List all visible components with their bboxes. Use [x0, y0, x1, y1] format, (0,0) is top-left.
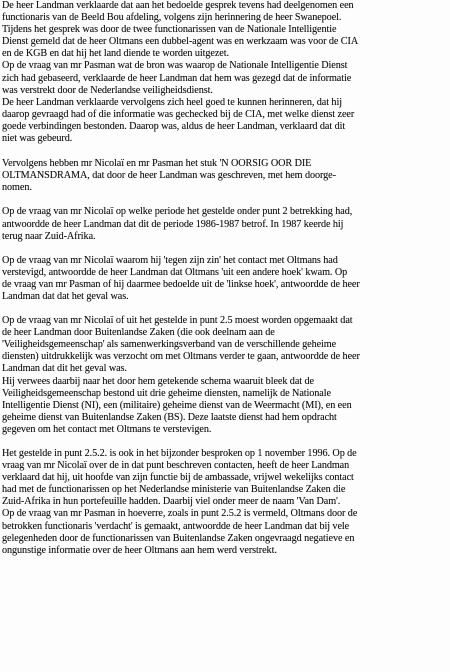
paragraph-spacer	[2, 436, 450, 448]
paragraph-spacer	[2, 243, 450, 255]
document-body	[2, 0, 450, 557]
paragraph-tegen-zijn-zin: Op de vraag van mr Nicolaï waarom hij 'tegen zijn zin' het contact met Oltmans had verstevigd, antwoordde de heer Landman dat Oltmans 'uit een andere hoek' kwam. Op de vraag van mr Pasman of hij daarmee bedoelde uit de 'linkse hoek', antwoordde de heer Landman dat dat het geval was.	[2, 254, 360, 302]
paragraph-periode: Op de vraag van mr Nicolaï op welke periode het gestelde onder punt 2 betrekking had, antwoordde de heer Landman dat dit de periode 1986-1987 betrof. In 1987 keerde hij terug naar Zuid-Afrika.	[2, 206, 353, 242]
paragraph-spacer	[2, 194, 450, 206]
paragraph-punt-2-5-2: Het gestelde in punt 2.5.2. is ook in het bijzonder besproken op 1 november 1996. Op de vraag van mr Nicolaï over de in dat punt beschreven contacten, heeft de heer Landman verklaard dat hij, uit hoofde van zijn functie bij de ambassade, vrijwel wekelijks contact had met de functionarissen op het Nederlandse ministerie van Buitenlandse Zaken die Zuid-Afrika in hun portefeuille hadden. Daarbij viel onder meer de naam 'Van Dam'. Op de vraag van mr Pasman in hoeverre, zoals in punt 2.5.2 is vermeld, Oltmans door de betrokken functionaris 'verdacht' is gemaakt, antwoordde de heer Landman dat bij vele gelegenheden door de functionarissen van Buitenlandse Zaken ongevraagd negatieve en ongunstige informatie over de heer Oltmans aan hem werd verstrekt.	[2, 448, 358, 556]
paragraph-spacer	[2, 145, 450, 158]
paragraph-landman-swanepoel: De heer Landman verklaarde dat aan het bedoelde gesprek tevens had deelgenomen een functionaris van de Beeld Bou afdeling, volgens zijn herinnering de heer Swanepoel. Tijdens het gesprek was door de twee functionarissen van de Nationale Intelligentie Dienst gemeld dat de heer Oltmans een dubbel-agent was en werkzaam was voor de CIA en de KGB en dat hij het land diende te worden uitgezet. Op de vraag van mr Pasman wat de bron was waarop de Nationale Intelligentie Dienst zich had gebaseerd, verklaarde de heer Landman dat hem was gezegd dat de informatie was verstrekt door de Nederlandse veiligheidsdienst. De heer Landman verklaarde vervolgens zich heel goed te kunnen herinneren, dat hij daarop gevraagd had of die informatie was gechecked bij de CIA, met welke dienst zeer goede verbindingen bestonden. Daarop was, aldus de heer Landman, verklaard dat dit niet was gebeurd.	[2, 0, 359, 145]
paragraph-spacer	[2, 303, 450, 315]
paragraph-oorsig-oltmansdrama: Vervolgens hebben mr Nicolaï en mr Pasman het stuk 'N OORSIG OOR DIE OLTMANSDRAMA, dat door de heer Landman was geschreven, met hem doorge- nomen.	[2, 158, 336, 194]
paragraph-veiligheidsgemeenschap: Op de vraag van mr Nicolaï of uit het gestelde in punt 2.5 moest worden opgemaakt dat de heer Landman door Buitenlandse Zaken (die ook deelnam aan de 'Veiligheidsgemeenschap' als samenwerkingsverband van de verschillende geheime diensten) uitdrukkelijk was verzocht om met Oltmans verder te gaan, antwoordde de heer Landman dat dit het geval was. Hij verwees daarbij naar het door hem getekende schema waaruit bleek dat de Veiligheidsgemeenschap bestond uit drie geheime diensten, namelijk de Nationale Intelligentie Dienst (NI), een (militaire) geheime dienst van de Weermacht (MI), en een geheime dienst van Buitenlandse Zaken (BS). Deze laatste dienst had hem opdracht gegeven om het contact met Oltmans te verstevigen.	[2, 315, 360, 435]
